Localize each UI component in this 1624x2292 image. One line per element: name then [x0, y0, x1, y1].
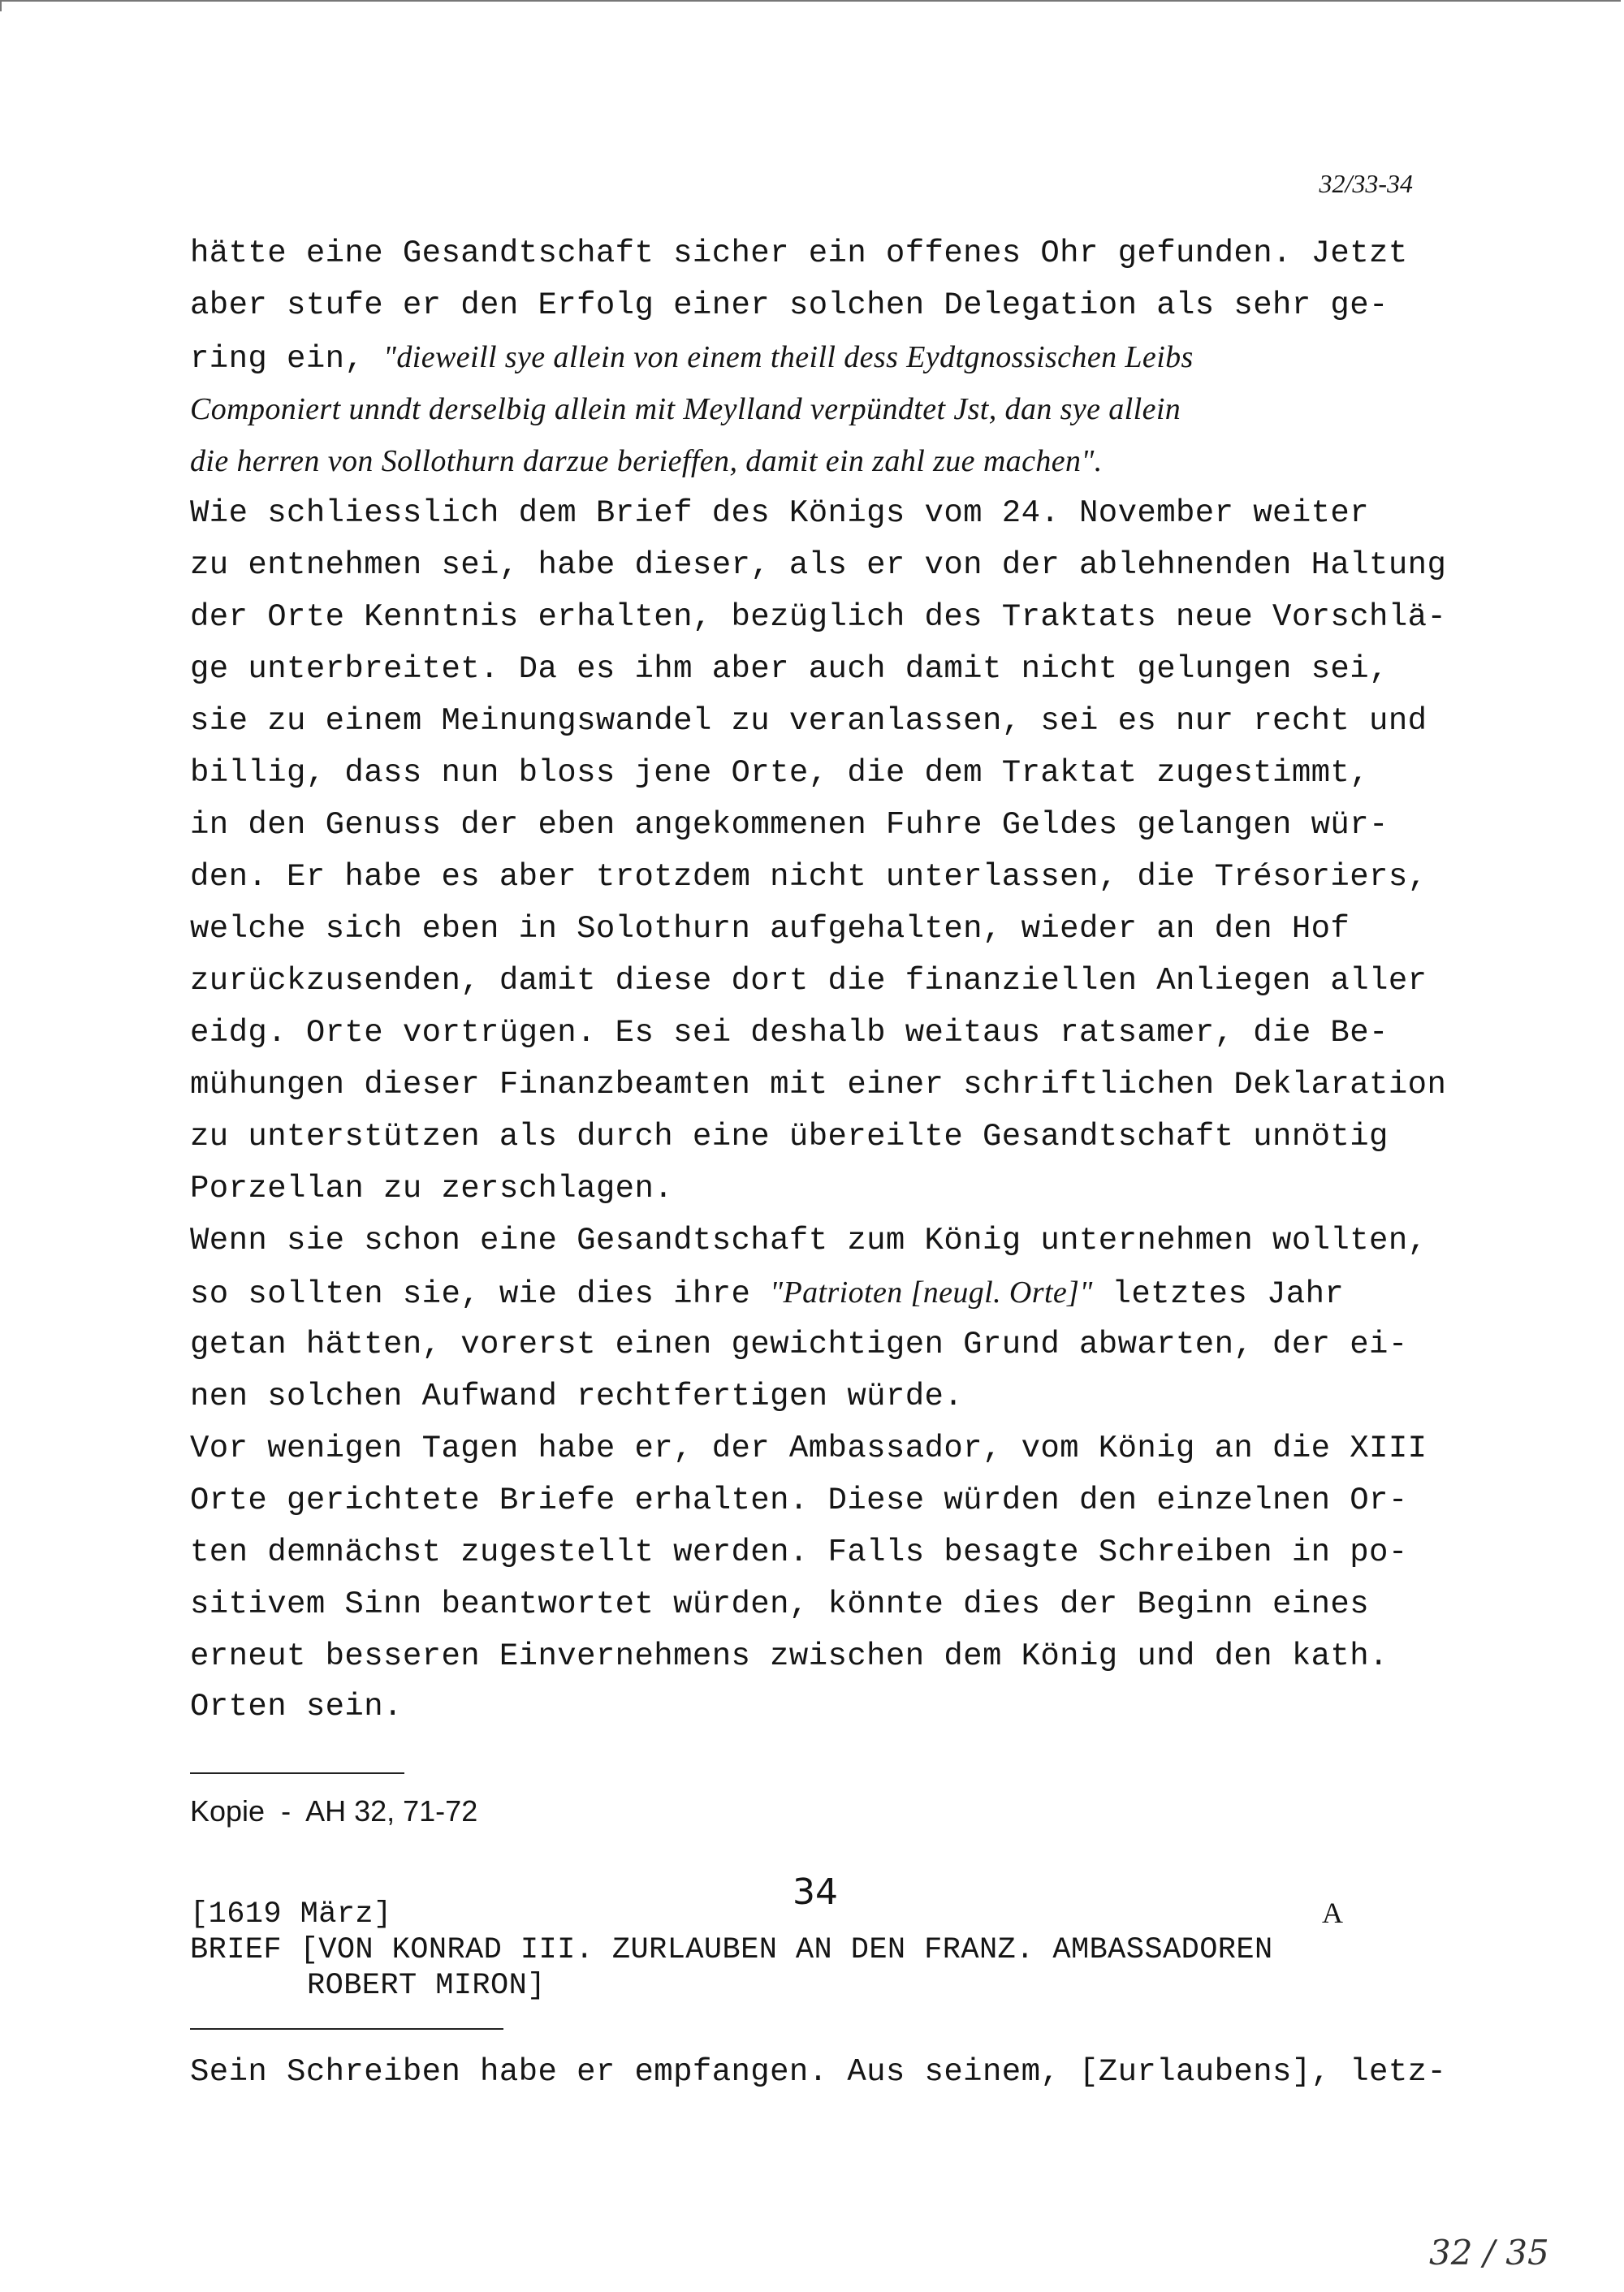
text-line — [190, 1275, 1344, 1312]
text-line: den. Er habe es aber trotzdem nicht unterlassen, die Trésoriers, — [190, 859, 1427, 895]
quote-text: "dieweill sye allein von einem theill dess Eydtgnossischen Leibs — [383, 340, 1194, 374]
text-line: aber stufe er den Erfolg einer solchen Delegation als sehr ge- — [190, 287, 1389, 323]
source-note: Kopie - AH 32, 71-72 — [190, 1794, 478, 1828]
text-segment: ring ein, — [190, 341, 384, 377]
header-rule — [190, 2028, 503, 2030]
text-line: in den Genuss der eben angekommenen Fuhre Geldes gelangen wür- — [190, 807, 1389, 843]
text-line: sitivem Sinn beantwortet würden, könnte dies der Beginn eines — [190, 1586, 1370, 1622]
text-line: ge unterbreitet. Da es ihm aber auch damit nicht gelungen sei, — [190, 651, 1389, 687]
text-line: Wenn sie schon eine Gesandtschaft zum König unternehmen wollten, — [190, 1223, 1427, 1258]
text-line: welche sich eben in Solothurn aufgehalten, wieder an den Hof — [190, 911, 1350, 947]
text-line: Sein Schreiben habe er empfangen. Aus seinem, [Zurlaubens], letz- — [190, 2054, 1447, 2090]
text-line: mühungen dieser Finanzbeamten mit einer schriftlichen Deklaration — [190, 1067, 1447, 1103]
footnote-rule — [190, 1772, 404, 1774]
text-line: zu entnehmen sei, habe dieser, als er von der ablehnenden Haltung — [190, 547, 1447, 583]
document-title-continued: ROBERT MIRON] — [307, 1969, 546, 2003]
text-line: Porzellan zu zerschlagen. — [190, 1171, 674, 1206]
text-line: der Orte Kenntnis erhalten, bezüglich des Traktats neue Vorschlä- — [190, 599, 1447, 635]
document-date: [1619 März] — [190, 1897, 392, 1932]
text-line: eidg. Orte vortrügen. Es sei deshalb weitaus ratsamer, die Be- — [190, 1015, 1389, 1051]
document-number: 34 — [793, 1871, 838, 1913]
quote-line: Componiert unndt derselbig allein mit Meylland verpündtet Jst, dan sye allein — [190, 392, 1181, 426]
quote-text: "Patrioten [neugl. Orte]" — [770, 1275, 1093, 1310]
text-line — [190, 339, 1194, 377]
document-title: BRIEF [VON KONRAD III. ZURLAUBEN AN DEN FRANZ. AMBASSADOREN — [190, 1933, 1273, 1967]
text-segment: so sollten sie, wie dies ihre — [190, 1276, 771, 1312]
text-line: Orte gerichtete Briefe erhalten. Diese würden den einzelnen Or- — [190, 1483, 1408, 1518]
text-line: nen solchen Aufwand rechtfertigen würde. — [190, 1379, 964, 1414]
text-segment: letztes Jahr — [1092, 1276, 1345, 1312]
text-line: Orten sein. — [190, 1689, 403, 1724]
text-line: Wie schliesslich dem Brief des Königs vom 24. November weiter — [190, 495, 1370, 531]
quote-line: die herren von Sollothurn darzue berieffen, damit ein zahl zue machen". — [190, 444, 1103, 478]
text-line: getan hätten, vorerst einen gewichtigen Grund abwarten, der ei- — [190, 1327, 1408, 1362]
scan-border-corner — [0, 0, 2, 11]
text-line: hätte eine Gesandtschaft sicher ein offenes Ohr gefunden. Jetzt — [190, 235, 1408, 271]
document-letter: A — [1322, 1897, 1343, 1929]
page-reference: 32/33-34 — [1319, 169, 1413, 198]
text-line: ten demnächst zugestellt werden. Falls besagte Schreiben in po- — [190, 1534, 1408, 1570]
handwritten-page-mark: 32 / 35 — [1429, 2233, 1549, 2273]
text-line: billig, dass nun bloss jene Orte, die dem Traktat zugestimmt, — [190, 755, 1370, 791]
text-line: zu unterstützen als durch eine übereilte Gesandtschaft unnötig — [190, 1119, 1389, 1155]
text-line: erneut besseren Einvernehmens zwischen dem König und den kath. — [190, 1638, 1389, 1674]
text-line: sie zu einem Meinungswandel zu veranlassen, sei es nur recht und — [190, 703, 1427, 739]
scan-border — [0, 0, 1621, 2]
text-line: zurückzusenden, damit diese dort die finanziellen Anliegen aller — [190, 963, 1427, 999]
text-line: Vor wenigen Tagen habe er, der Ambassador, vom König an die XIII — [190, 1431, 1427, 1466]
